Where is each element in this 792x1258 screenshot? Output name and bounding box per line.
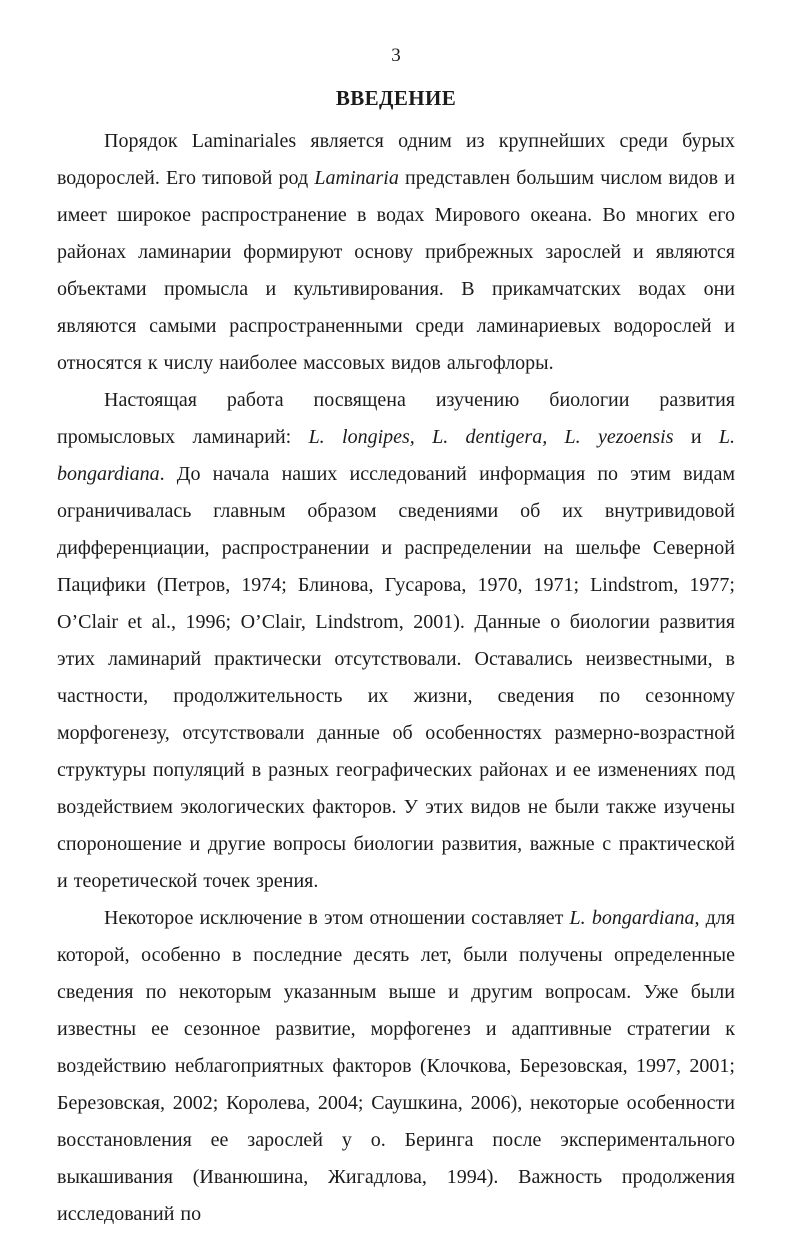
- taxon-name: L. longipes, L. dentigera, L. yezoensis: [308, 426, 674, 448]
- paragraph-3: [57, 900, 735, 1233]
- text-run: . До начала наших исследований информация по этим видам ограничивалась главным образом сведениями об их внутривидовой дифференциации, распространении и распределении на шельфе Северной Пацифики (Петров, 1974; Блинова, Гусарова, 1970, 1971; Lindstrom, 1977; O’Clair et al., 1996; O’Clair, Lindstrom, 2001). Данные о биологии развития этих ламинарий практически отсутствовали. Оставались неизвестными, в частности, продолжительность их жизни, сведения по сезонному морфогенезу, отсутствовали данные об особенностях размерно-возрастной структуры популяций в разных географических районах и ее изменениях под воздействием экологических факторов. У этих видов не были также изучены спороношение и другие вопросы биологии развития, важные с практической и теоретической точек зрения.: [57, 463, 735, 892]
- taxon-name: Laminaria: [314, 167, 399, 189]
- document-body: [57, 123, 735, 1233]
- text-run: представлен большим числом видов и имеет широкое распространение в водах Мирового океана. Во многих его районах ламинарии формируют основу прибрежных зарослей и являются объектами промысла и культивирования. В прикамчатских водах они являются самыми распространенными среди ламинариевых водорослей и относятся к числу наиболее массовых видов альгофлоры.: [57, 167, 736, 374]
- text-run: Настоящая работа посвящена изучению биологии развития промысловых ламинарий:: [57, 389, 735, 448]
- page-title: ВВЕДЕНИЕ: [335, 86, 457, 110]
- text-run: Некоторое исключение в этом отношении составляет: [104, 907, 570, 929]
- paragraph-1: [57, 123, 735, 382]
- text-run: Порядок Laminariales является одним из крупнейших среди бурых водорослей. Его типовой род: [57, 130, 735, 189]
- page-number: 3: [391, 45, 401, 66]
- paragraph-2: [57, 382, 735, 900]
- taxon-name: L. bongardiana: [57, 426, 735, 485]
- text-run: и: [673, 426, 719, 448]
- taxon-name: L. bongardiana: [569, 907, 695, 929]
- text-run: , для которой, особенно в последние десять лет, были получены определенные сведения по некоторым указанным выше и другим вопросам. Уже были известны ее сезонное развитие, морфогенез и адаптивные стратегии к воздействию неблагоприятных факторов (Клочкова, Березовская, 1997, 2001; Березовская, 2002; Королева, 2004; Саушкина, 2006), некоторые особенности восстановления ее зарослей у о. Беринга после экспериментального выкашивания (Иванюшина, Жигадлова, 1994). Важность продолжения исследований по: [57, 907, 735, 1225]
